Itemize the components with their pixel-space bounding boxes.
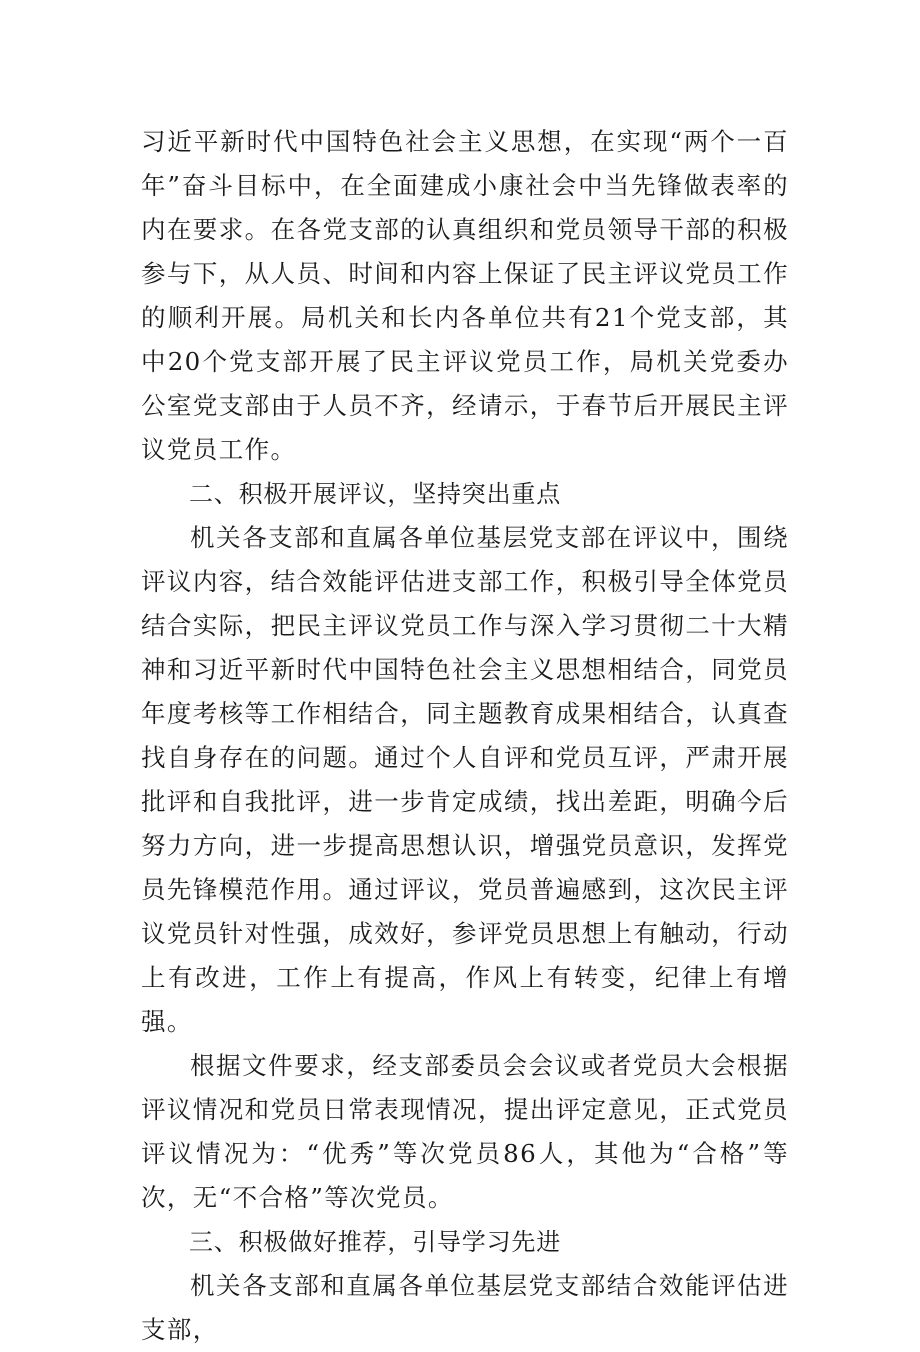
paragraph-evaluation-results: 根据文件要求，经支部委员会会议或者党员大会根据评议情况和党员日常表现情况，提出评定意见，正式党员评议情况为：“优秀”等次党员86人，其他为“合格”等次，无“不合格”等次党员。 xyxy=(141,1051,789,1212)
paragraph-recommendation: 机关各支部和直属各单位基层党支部结合效能评估进支部， xyxy=(141,1271,789,1344)
section-heading-3: 三、积极做好推荐，引导学习先进 xyxy=(189,1228,561,1256)
section-heading-2: 二、积极开展评议，坚持突出重点 xyxy=(189,480,561,508)
paragraph-evaluation-process: 机关各支部和直属各单位基层党支部在评议中，围绕评议内容，结合效能评估进支部工作，积极引导全体党员结合实际，把民主评议党员工作与深入学习贯彻二十大精神和习近平新时代中国特色社会主义思想相结合，同党员年度考核等工作相结合，同主题教育成果相结合，认真查找自身存在的问题。通过个人自评和党员互评，严肃开展批评和自我批评，进一步肯定成绩，找出差距，明确今后努力方向，进一步提高思想认识，增强党员意识，发挥党员先锋模范作用。通过评议，党员普遍感到，这次民主评议党员针对性强，成效好，参评党员思想上有触动，行动上有改进，工作上有提高，作风上有转变，纪律上有增强。 xyxy=(141,523,789,1036)
paragraph-intro-continued: 习近平新时代中国特色社会主义思想，在实现“两个一百年”奋斗目标中，在全面建成小康社会中当先锋做表率的内在要求。在各党支部的认真组织和党员领导干部的积极参与下，从人员、时间和内容上保证了民主评议党员工作的顺利开展。局机关和长内各单位共有21个党支部，其中20个党支部开展了民主评议党员工作，局机关党委办公室党支部由于人员不齐，经请示，于春节后开展民主评议党员工作。 xyxy=(141,127,789,464)
document-body xyxy=(141,120,789,1352)
